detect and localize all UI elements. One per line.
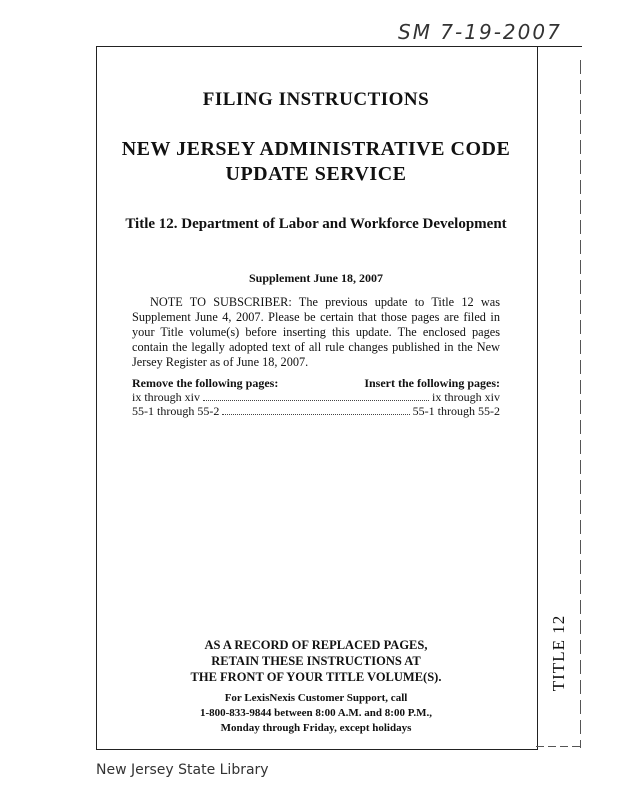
record-line: AS A RECORD OF REPLACED PAGES, [204,638,428,652]
insert-pages-cell: 55-1 through 55-2 [412,404,500,418]
remove-pages-cell: ix through xiv [132,390,200,404]
tab-dashed-horizontal-line [536,746,582,747]
record-line: THE FRONT OF YOUR TITLE VOLUME(S). [190,670,442,684]
page-subheading [96,137,536,187]
dot-leader [203,400,429,401]
support-line: 1-800-833-9844 between 8:00 A.M. and 8:00 P.M., [199,707,433,719]
title-tab [545,614,573,696]
library-stamp: New Jersey State Library [96,762,269,778]
subheading-line-1: NEW JERSEY ADMINISTRATIVE CODE [121,138,511,160]
support-line: Monday through Friday, except holidays [220,722,412,734]
record-instructions [96,637,536,685]
insert-header: Insert the following pages: [364,376,500,390]
supplement-date: Supplement June 18, 2007 [248,271,384,285]
insert-pages-cell: ix through xiv [432,390,500,404]
subheading-line-2: UPDATE SERVICE [225,163,407,185]
remove-pages-cell: 55-1 through 55-2 [132,404,220,418]
subscriber-note: NOTE TO SUBSCRIBER: The previous update to Title 12 was Supplement June 4, 2007. Please be certain that those pages are filed in your Title volume(s) before inserting this update. The enclosed pages contain the legally adopted text of all rule changes published in the New Jersey Register as of June 18, 2007. [132,295,500,369]
record-line: RETAIN THESE INSTRUCTIONS AT [211,654,421,668]
tab-dashed-vertical-line [580,60,581,748]
pages-table [132,376,500,418]
customer-support-info [96,691,536,736]
title-line: Title 12. Department of Labor and Workforce Development [125,216,507,232]
handwritten-date-note: SM 7-19-2007 [398,20,562,44]
remove-header: Remove the following pages: [132,376,279,390]
title-tab-label: TITLE 12 [549,614,568,692]
support-line: For LexisNexis Customer Support, call [224,692,408,704]
table-row [132,404,500,418]
table-row [132,390,500,404]
pages-table-header [132,376,500,390]
page-heading: FILING INSTRUCTIONS [202,89,430,110]
dot-leader [222,414,409,415]
